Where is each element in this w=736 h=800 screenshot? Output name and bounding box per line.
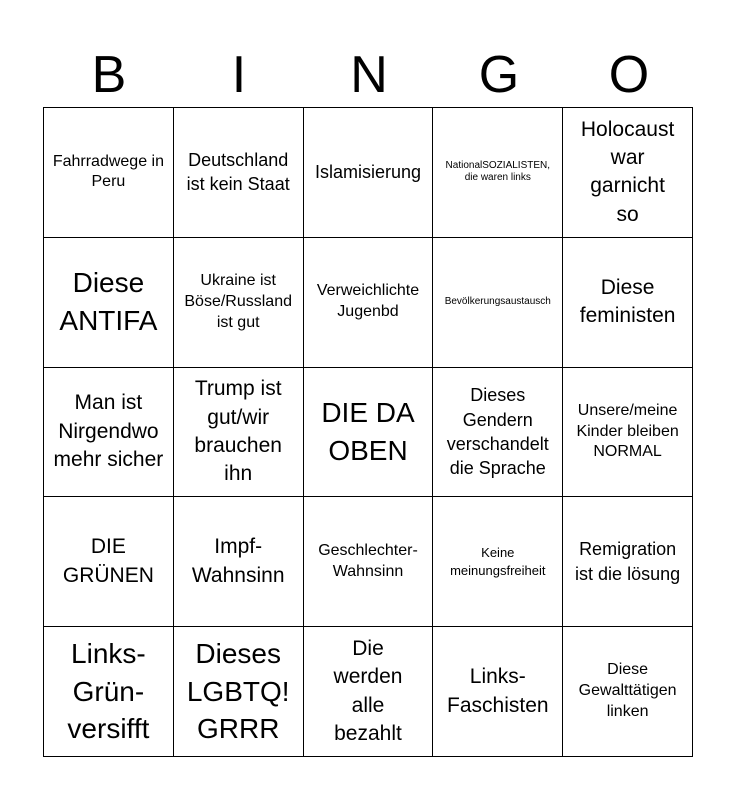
cell-text: Man ist Nirgendwo mehr sicher xyxy=(53,391,164,472)
cell-text: Holocaust war garnicht so xyxy=(580,117,675,226)
cell-text: Fahrradwege in Peru xyxy=(52,152,164,191)
cell-text: Ukraine ist Böse/Russland ist gut xyxy=(184,272,292,331)
bingo-header xyxy=(44,44,694,106)
cell-text: Remigration ist die lösung xyxy=(575,539,681,584)
bingo-cell-r4c3[interactable] xyxy=(304,497,434,627)
bingo-cell-r1c3[interactable] xyxy=(304,108,434,238)
bingo-cell-r3c1[interactable] xyxy=(44,368,174,498)
cell-text: Diese Gewalttätigen linken xyxy=(578,661,677,720)
bingo-cell-r5c4[interactable] xyxy=(433,627,563,757)
header-letter-n: N xyxy=(350,46,388,104)
cell-text: Deutschland ist kein Staat xyxy=(186,150,290,195)
cell-text: Trump ist gut/wir brauchen ihn xyxy=(194,377,282,486)
bingo-cell-r3c2[interactable] xyxy=(174,368,304,498)
bingo-cell-r5c5[interactable] xyxy=(563,627,693,757)
cell-text: Islamisierung xyxy=(314,162,422,183)
cell-text: Links-Faschisten xyxy=(447,665,549,717)
bingo-cell-r4c1[interactable] xyxy=(44,497,174,627)
cell-text: Links-Grün-versifft xyxy=(67,637,150,745)
bingo-cell-r1c2[interactable] xyxy=(174,108,304,238)
bingo-cell-r3c4[interactable] xyxy=(433,368,563,498)
bingo-cell-r2c5[interactable] xyxy=(563,238,693,368)
bingo-cell-r4c2[interactable] xyxy=(174,497,304,627)
bingo-cell-r1c4[interactable] xyxy=(433,108,563,238)
bingo-cell-r1c5[interactable] xyxy=(563,108,693,238)
bingo-cell-r4c5[interactable] xyxy=(563,497,693,627)
header-letter-g: G xyxy=(478,46,520,104)
bingo-cell-r5c3[interactable] xyxy=(304,627,434,757)
cell-text: Diese ANTIFA xyxy=(59,267,158,337)
cell-text: Keine meinungsfreiheit xyxy=(450,545,546,578)
cell-text: Verweichlichte Jugenbd xyxy=(316,282,420,321)
cell-text: Impf-Wahnsinn xyxy=(191,535,285,587)
cell-text: DIE DA OBEN xyxy=(321,397,415,466)
bingo-cell-r2c1[interactable] xyxy=(44,238,174,368)
cell-text: DIE GRÜNEN xyxy=(62,535,154,587)
bingo-cell-r4c4[interactable] xyxy=(433,497,563,627)
cell-text: Dieses LGBTQ! GRRR xyxy=(186,637,290,745)
bingo-cell-r3c3[interactable] xyxy=(304,368,434,498)
bingo-cell-r3c5[interactable] xyxy=(563,368,693,498)
bingo-cell-r1c1[interactable] xyxy=(44,108,174,238)
header-letter-b: B xyxy=(91,46,127,104)
cell-text: Diese feministen xyxy=(579,275,676,328)
header-letter-i: I xyxy=(231,46,247,104)
cell-text: Unsere/meine Kinder bleiben NORMAL xyxy=(576,401,679,461)
cell-text: NationalSOZIALISTEN, die waren links xyxy=(445,160,551,184)
cell-text: Dieses Gendern verschandelt die Sprache xyxy=(446,385,549,479)
bingo-cell-r5c1[interactable] xyxy=(44,627,174,757)
bingo-cell-r2c3[interactable] xyxy=(304,238,434,368)
header-letter-o: O xyxy=(608,46,650,104)
bingo-cell-r2c2[interactable] xyxy=(174,238,304,368)
bingo-cell-r5c2[interactable] xyxy=(174,627,304,757)
bingo-board xyxy=(43,107,693,757)
cell-text: Die werden alle bezahlt xyxy=(333,636,403,745)
cell-text: Bevölkerungsaustausch xyxy=(444,296,551,308)
bingo-cell-r2c4[interactable] xyxy=(433,238,563,368)
cell-text: Geschlechter-Wahnsinn xyxy=(318,541,418,580)
